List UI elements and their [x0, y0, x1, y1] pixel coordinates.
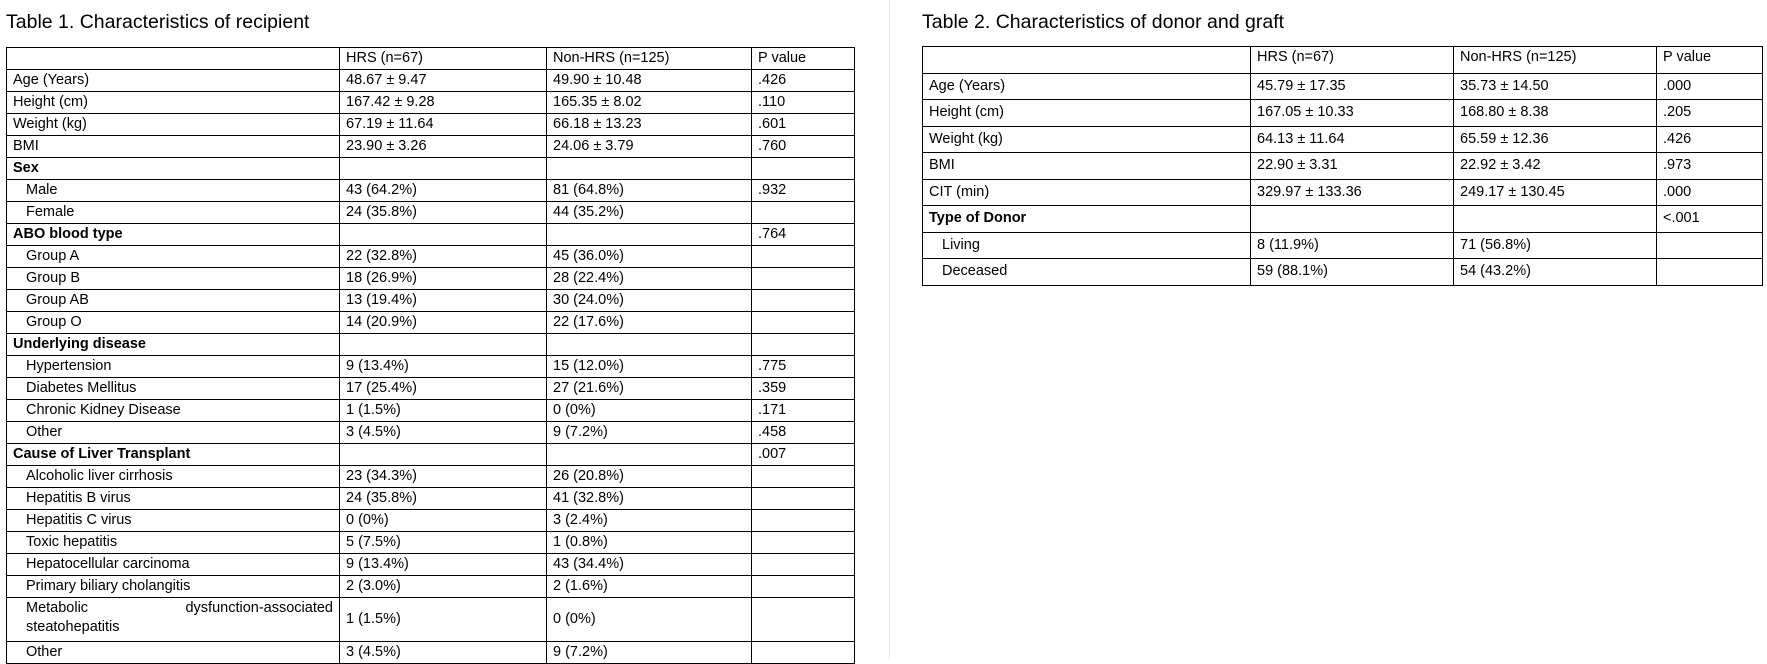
header-label-cell — [923, 47, 1251, 74]
p-value — [752, 268, 855, 290]
table-row — [7, 246, 855, 268]
row-label: Underlying disease — [7, 334, 340, 356]
row-label: Chronic Kidney Disease — [7, 400, 340, 422]
table1-title: Table 1. Characteristics of recipient — [6, 11, 310, 33]
hrs-value: 18 (26.9%) — [340, 268, 547, 290]
hrs-value — [340, 224, 547, 246]
row-label: Other — [7, 642, 340, 664]
row-label: Toxic hepatitis — [7, 532, 340, 554]
hrs-value: 23.90 ± 3.26 — [340, 136, 547, 158]
row-label: Weight (kg) — [923, 126, 1251, 153]
table-row — [923, 153, 1763, 180]
table-row — [7, 488, 855, 510]
p-value: .760 — [752, 136, 855, 158]
hrs-value: 1 (1.5%) — [340, 598, 547, 642]
hrs-value: 17 (25.4%) — [340, 378, 547, 400]
row-label: Type of Donor — [923, 206, 1251, 233]
hrs-value: 167.42 ± 9.28 — [340, 92, 547, 114]
p-value: .007 — [752, 444, 855, 466]
nonhrs-value: 3 (2.4%) — [547, 510, 752, 532]
table-row — [7, 642, 855, 664]
nonhrs-value: 22.92 ± 3.42 — [1454, 153, 1657, 180]
row-label: Hepatitis B virus — [7, 488, 340, 510]
row-label: Hepatocellular carcinoma — [7, 554, 340, 576]
hrs-value: 329.97 ± 133.36 — [1251, 179, 1454, 206]
row-label: Height (cm) — [7, 92, 340, 114]
p-value — [752, 158, 855, 180]
row-label: Deceased — [923, 259, 1251, 286]
table1-panel — [6, 0, 854, 664]
row-label: Group A — [7, 246, 340, 268]
table-row — [923, 126, 1763, 153]
p-value: .426 — [1657, 126, 1763, 153]
p-value: .359 — [752, 378, 855, 400]
table-row — [923, 179, 1763, 206]
p-value — [752, 290, 855, 312]
table-row — [7, 312, 855, 334]
header-pvalue: P value — [1657, 47, 1763, 74]
p-value: .110 — [752, 92, 855, 114]
p-value: .458 — [752, 422, 855, 444]
p-value: <.001 — [1657, 206, 1763, 233]
p-value — [752, 642, 855, 664]
table-row — [7, 576, 855, 598]
table-row — [923, 73, 1763, 100]
p-value — [752, 334, 855, 356]
hrs-value — [340, 158, 547, 180]
nonhrs-value: 26 (20.8%) — [547, 466, 752, 488]
table-row — [7, 510, 855, 532]
row-label: Female — [7, 202, 340, 224]
table-row — [7, 554, 855, 576]
nonhrs-value: 24.06 ± 3.79 — [547, 136, 752, 158]
table-row — [7, 114, 855, 136]
hrs-value: 22 (32.8%) — [340, 246, 547, 268]
row-label: Group AB — [7, 290, 340, 312]
nonhrs-value: 41 (32.8%) — [547, 488, 752, 510]
p-value: .932 — [752, 180, 855, 202]
nonhrs-value: 168.80 ± 8.38 — [1454, 100, 1657, 127]
table2-panel — [922, 0, 1762, 286]
header-label-cell — [7, 48, 340, 70]
nonhrs-value: 28 (22.4%) — [547, 268, 752, 290]
header-nonhrs: Non-HRS (n=125) — [1454, 47, 1657, 74]
row-label: Hypertension — [7, 356, 340, 378]
nonhrs-value: 43 (34.4%) — [547, 554, 752, 576]
row-label: BMI — [7, 136, 340, 158]
row-label: Primary biliary cholangitis — [7, 576, 340, 598]
nonhrs-value — [547, 334, 752, 356]
p-value — [752, 466, 855, 488]
p-value: .205 — [1657, 100, 1763, 127]
nonhrs-value: 30 (24.0%) — [547, 290, 752, 312]
table-row — [923, 100, 1763, 127]
nonhrs-value: 15 (12.0%) — [547, 356, 752, 378]
table-row — [7, 202, 855, 224]
table-row — [7, 378, 855, 400]
nonhrs-value: 65.59 ± 12.36 — [1454, 126, 1657, 153]
p-value: .000 — [1657, 73, 1763, 100]
p-value — [752, 202, 855, 224]
hrs-value: 14 (20.9%) — [340, 312, 547, 334]
table-row — [7, 92, 855, 114]
table-row — [7, 290, 855, 312]
hrs-value: 67.19 ± 11.64 — [340, 114, 547, 136]
nonhrs-value: 0 (0%) — [547, 598, 752, 642]
hrs-value — [340, 444, 547, 466]
nonhrs-value: 49.90 ± 10.48 — [547, 70, 752, 92]
hrs-value: 24 (35.8%) — [340, 202, 547, 224]
section-row — [923, 206, 1763, 233]
hrs-value: 5 (7.5%) — [340, 532, 547, 554]
p-value — [752, 532, 855, 554]
table2-title: Table 2. Characteristics of donor and graft — [922, 11, 1285, 33]
nonhrs-value: 249.17 ± 130.45 — [1454, 179, 1657, 206]
panel-divider — [889, 0, 890, 659]
row-label: ABO blood type — [7, 224, 340, 246]
hrs-value: 45.79 ± 17.35 — [1251, 73, 1454, 100]
p-value: .973 — [1657, 153, 1763, 180]
nonhrs-value: 54 (43.2%) — [1454, 259, 1657, 286]
nonhrs-value: 35.73 ± 14.50 — [1454, 73, 1657, 100]
row-label: Age (Years) — [7, 70, 340, 92]
p-value — [752, 488, 855, 510]
hrs-value: 24 (35.8%) — [340, 488, 547, 510]
p-value: .171 — [752, 400, 855, 422]
section-row — [7, 158, 855, 180]
header-hrs: HRS (n=67) — [340, 48, 547, 70]
hrs-value: 0 (0%) — [340, 510, 547, 532]
nonhrs-value: 0 (0%) — [547, 400, 752, 422]
p-value: .764 — [752, 224, 855, 246]
row-label: Height (cm) — [923, 100, 1251, 127]
table-row — [7, 400, 855, 422]
table-row — [7, 136, 855, 158]
nonhrs-value: 165.35 ± 8.02 — [547, 92, 752, 114]
p-value — [752, 312, 855, 334]
row-label: Other — [7, 422, 340, 444]
header-pvalue: P value — [752, 48, 855, 70]
p-value — [752, 246, 855, 268]
table-row — [7, 422, 855, 444]
table-row — [923, 259, 1763, 286]
hrs-value — [340, 334, 547, 356]
header-hrs: HRS (n=67) — [1251, 47, 1454, 74]
hrs-value: 23 (34.3%) — [340, 466, 547, 488]
nonhrs-value: 9 (7.2%) — [547, 422, 752, 444]
table-row — [7, 268, 855, 290]
section-row — [7, 444, 855, 466]
row-label: CIT (min) — [923, 179, 1251, 206]
hrs-value: 167.05 ± 10.33 — [1251, 100, 1454, 127]
nonhrs-value: 71 (56.8%) — [1454, 232, 1657, 259]
row-label: Alcoholic liver cirrhosis — [7, 466, 340, 488]
hrs-value: 59 (88.1%) — [1251, 259, 1454, 286]
table-row — [7, 598, 855, 642]
hrs-value: 9 (13.4%) — [340, 356, 547, 378]
nonhrs-value: 81 (64.8%) — [547, 180, 752, 202]
section-row — [7, 334, 855, 356]
p-value — [1657, 232, 1763, 259]
hrs-value: 64.13 ± 11.64 — [1251, 126, 1454, 153]
row-label: Living — [923, 232, 1251, 259]
p-value: .601 — [752, 114, 855, 136]
section-row — [7, 224, 855, 246]
row-label: Group B — [7, 268, 340, 290]
nonhrs-value — [1454, 206, 1657, 233]
table-row — [7, 70, 855, 92]
row-label: Male — [7, 180, 340, 202]
nonhrs-value: 66.18 ± 13.23 — [547, 114, 752, 136]
nonhrs-value: 1 (0.8%) — [547, 532, 752, 554]
row-label: Metabolic dysfunction-associated steatohepatitis — [7, 598, 340, 642]
nonhrs-value: 2 (1.6%) — [547, 576, 752, 598]
table-header-row — [7, 48, 855, 70]
table-row — [7, 466, 855, 488]
table-header-row — [923, 47, 1763, 74]
p-value — [1657, 259, 1763, 286]
hrs-value: 1 (1.5%) — [340, 400, 547, 422]
table-row — [7, 356, 855, 378]
table-row — [7, 180, 855, 202]
row-label: Cause of Liver Transplant — [7, 444, 340, 466]
hrs-value: 48.67 ± 9.47 — [340, 70, 547, 92]
row-label: Group O — [7, 312, 340, 334]
hrs-value: 43 (64.2%) — [340, 180, 547, 202]
table2 — [922, 46, 1763, 286]
nonhrs-value: 27 (21.6%) — [547, 378, 752, 400]
hrs-value: 3 (4.5%) — [340, 422, 547, 444]
hrs-value — [1251, 206, 1454, 233]
p-value — [752, 554, 855, 576]
row-label: Sex — [7, 158, 340, 180]
nonhrs-value: 44 (35.2%) — [547, 202, 752, 224]
hrs-value: 9 (13.4%) — [340, 554, 547, 576]
p-value — [752, 510, 855, 532]
nonhrs-value: 22 (17.6%) — [547, 312, 752, 334]
hrs-value: 22.90 ± 3.31 — [1251, 153, 1454, 180]
nonhrs-value — [547, 158, 752, 180]
nonhrs-value: 45 (36.0%) — [547, 246, 752, 268]
row-label: Diabetes Mellitus — [7, 378, 340, 400]
table-row — [7, 532, 855, 554]
table1 — [6, 47, 855, 664]
table-row — [923, 232, 1763, 259]
hrs-value: 8 (11.9%) — [1251, 232, 1454, 259]
p-value: .426 — [752, 70, 855, 92]
hrs-value: 3 (4.5%) — [340, 642, 547, 664]
p-value — [752, 598, 855, 642]
row-label: Hepatitis C virus — [7, 510, 340, 532]
hrs-value: 13 (19.4%) — [340, 290, 547, 312]
header-nonhrs: Non-HRS (n=125) — [547, 48, 752, 70]
p-value — [752, 576, 855, 598]
hrs-value: 2 (3.0%) — [340, 576, 547, 598]
nonhrs-value: 9 (7.2%) — [547, 642, 752, 664]
p-value: .775 — [752, 356, 855, 378]
row-label: BMI — [923, 153, 1251, 180]
nonhrs-value — [547, 224, 752, 246]
p-value: .000 — [1657, 179, 1763, 206]
row-label: Age (Years) — [923, 73, 1251, 100]
nonhrs-value — [547, 444, 752, 466]
row-label: Weight (kg) — [7, 114, 340, 136]
